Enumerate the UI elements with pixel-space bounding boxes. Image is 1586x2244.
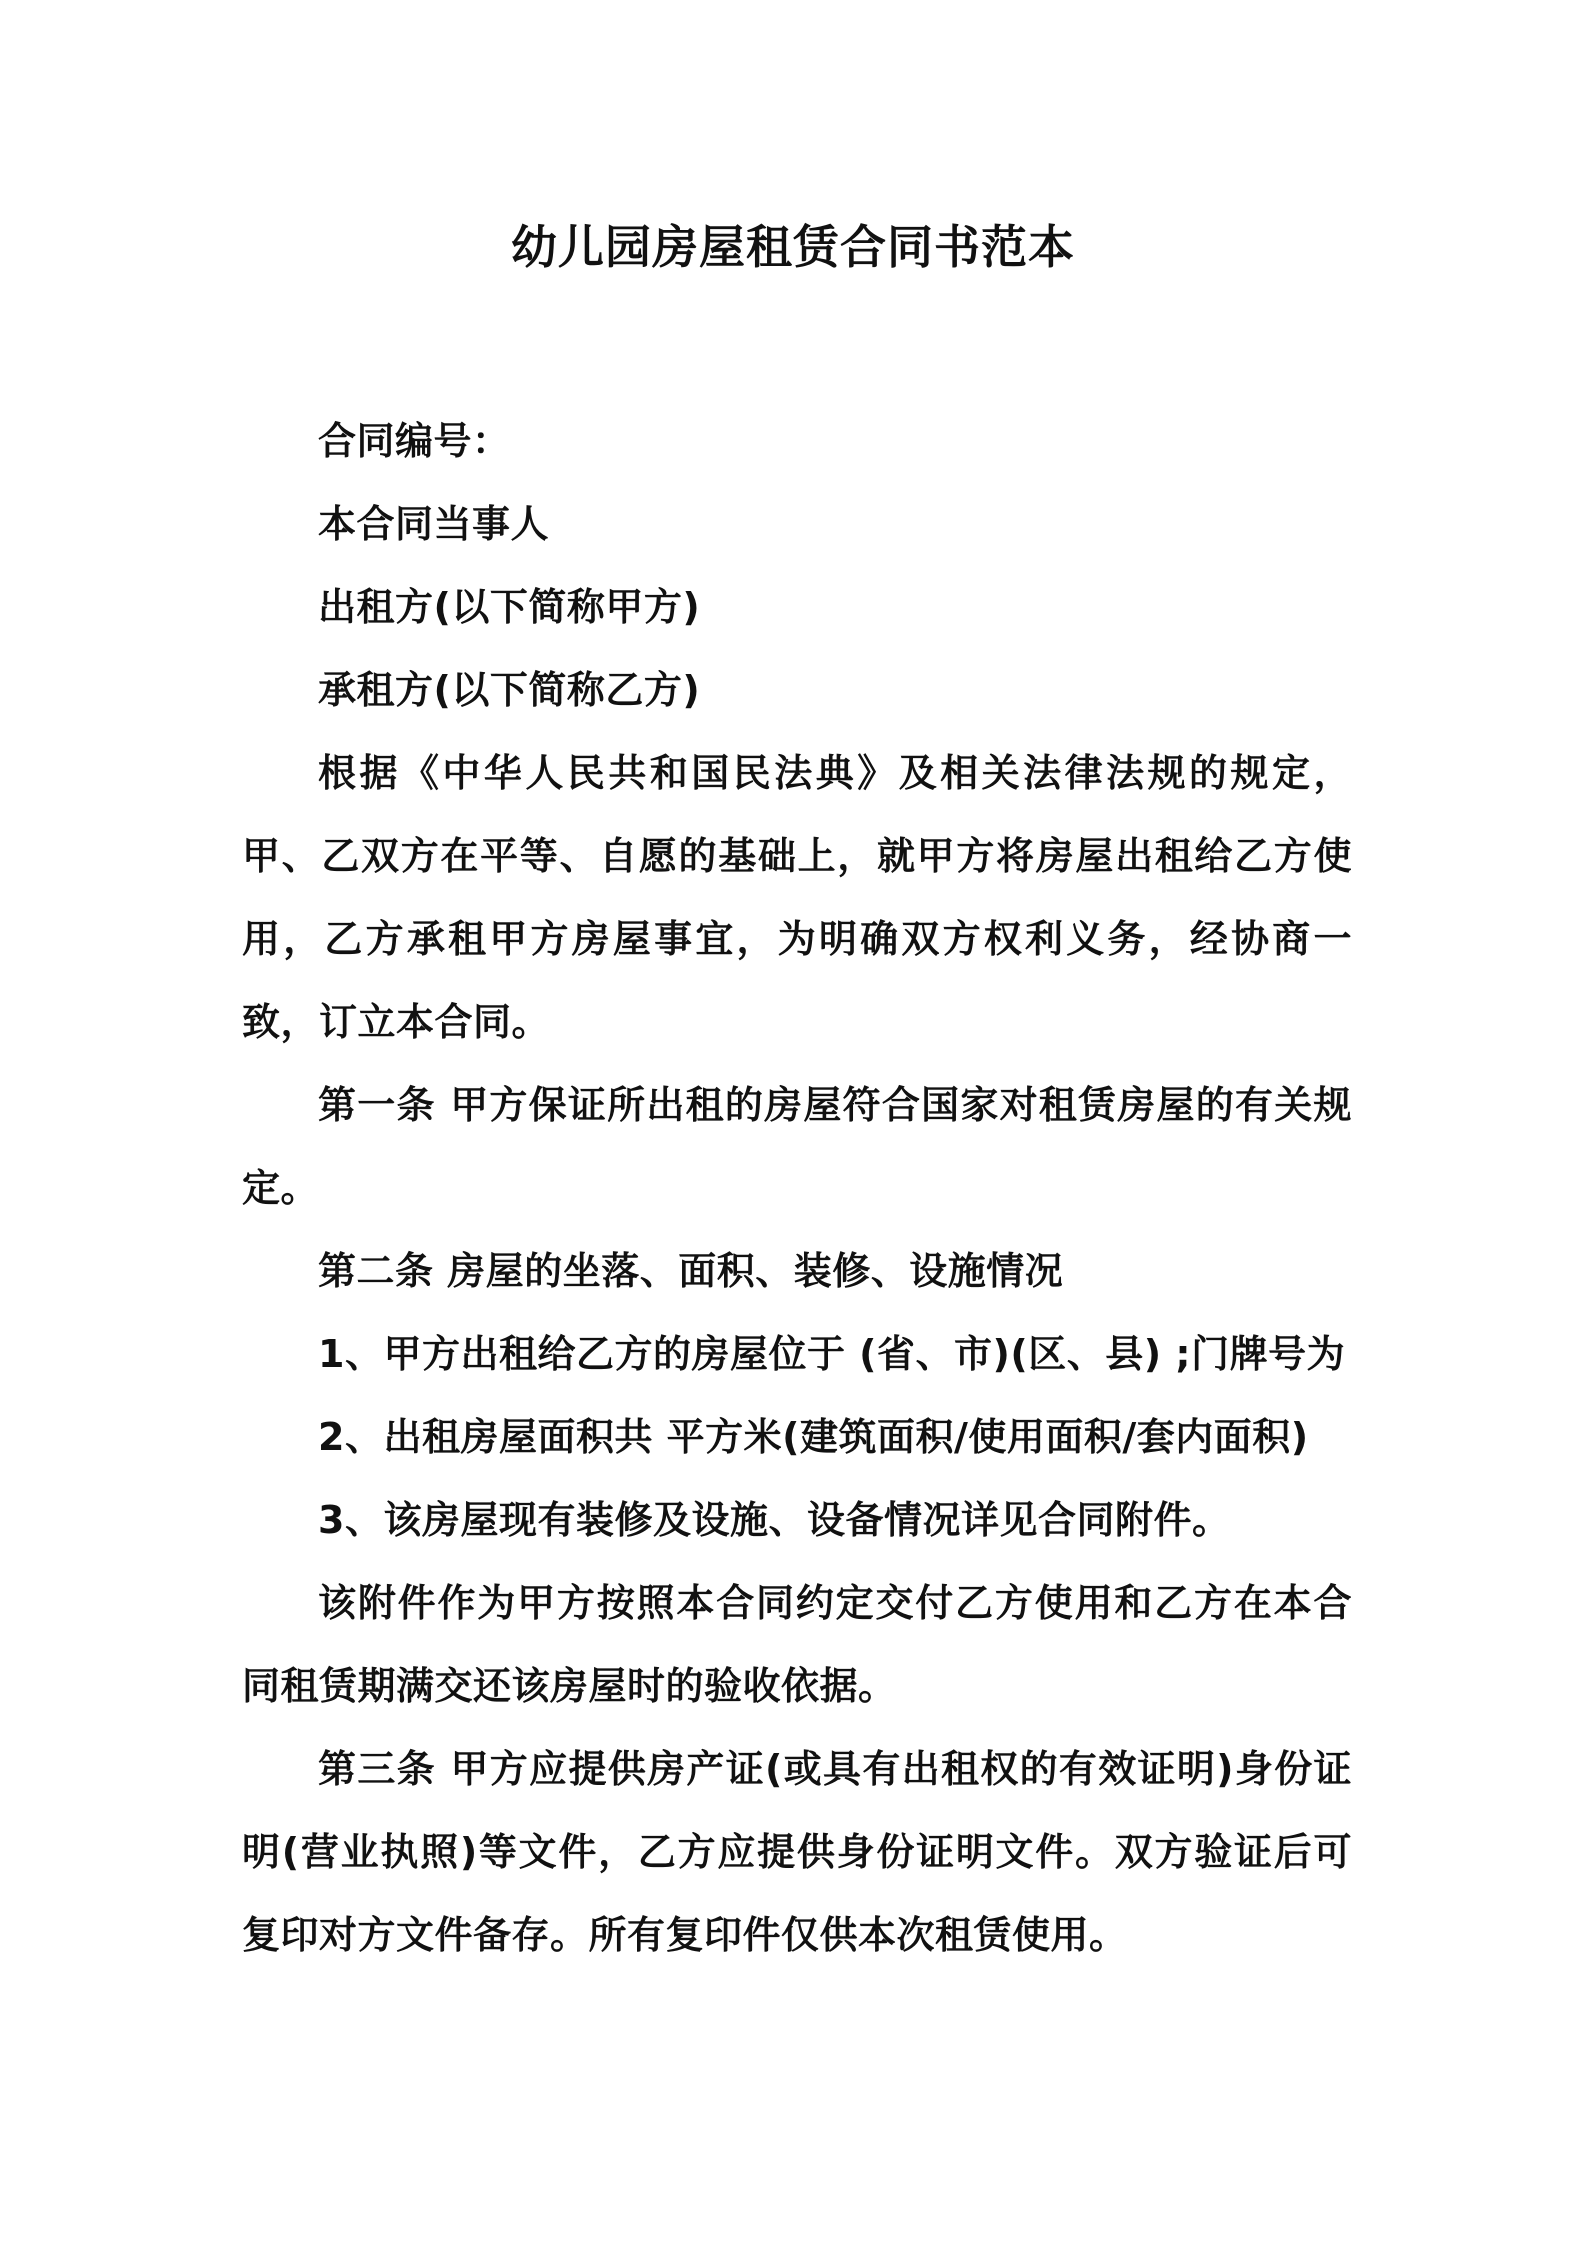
lessee-line: 承租方(以下简称乙方) [318, 668, 701, 712]
article-1-paragraph: 第一条 甲方保证所出租的房屋符合国家对租赁房屋的有关规定。 [242, 1083, 1352, 1210]
document-title: 幼儿园房屋租赁合同书范本 [511, 220, 1075, 274]
article-2-heading: 第二条 房屋的坐落、面积、装修、设施情况 [318, 1249, 1064, 1293]
article-3-paragraph: 第三条 甲方应提供房产证(或具有出租权的有效证明)身份证明(营业执照)等文件，乙方应提供身份证明文件。双方验证后可复印对方文件备存。所有复印件仅供本次租赁使用。 [242, 1747, 1352, 1957]
article-2-item-1: 1、甲方出租给乙方的房屋位于 (省、市)(区、县) ;门牌号为 [318, 1332, 1346, 1376]
contract-number-line: 合同编号： [318, 419, 511, 463]
document-body [242, 400, 1352, 1977]
preamble-paragraph: 根据《中华人民共和国民法典》及相关法律法规的规定，甲、乙双方在平等、自愿的基础上，就甲方将房屋出租给乙方使用，乙方承租甲方房屋事宜，为明确双方权利义务，经协商一致，订立本合同。 [242, 751, 1352, 1044]
lessor-line: 出租方(以下简称甲方) [318, 585, 701, 629]
article-2-item-2: 2、出租房屋面积共 平方米(建筑面积/使用面积/套内面积) [318, 1415, 1309, 1459]
attachment-paragraph: 该附件作为甲方按照本合同约定交付乙方使用和乙方在本合同租赁期满交还该房屋时的验收依据。 [242, 1581, 1352, 1708]
parties-heading: 本合同当事人 [318, 502, 550, 546]
article-2-item-3: 3、该房屋现有装修及设施、设备情况详见合同附件。 [318, 1498, 1231, 1542]
